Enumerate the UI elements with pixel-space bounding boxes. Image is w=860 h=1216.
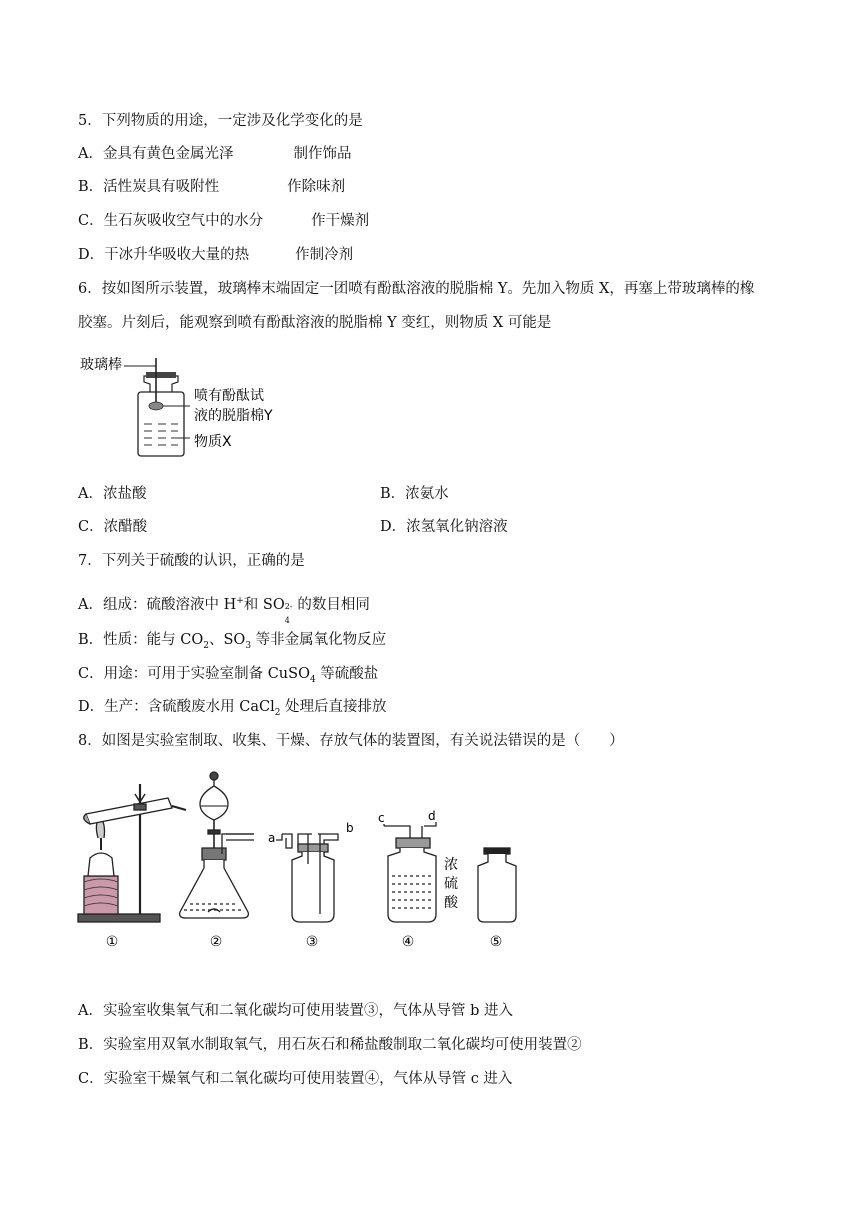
q5-stem: 5．下列物质的用途，一定涉及化学变化的是 — [78, 113, 363, 129]
apparatus-1-heating — [78, 784, 186, 922]
apparatus-3-bottle — [276, 834, 338, 922]
q8-option-a: A．实验室收集氧气和二氧化碳均可使用装置③，气体从导管 b 进入 — [78, 1003, 513, 1019]
label-substance-x: 物质X — [194, 434, 232, 450]
q7-option-b: B．性质：能与 $CO_2$、$SO_3$ 等非金属氧化物反应 — [78, 632, 387, 651]
q8-apparatus-figure — [76, 764, 536, 958]
q5-option-c: C．生石灰吸收空气中的水分 作干燥剂 — [78, 213, 370, 229]
acid-label-2: 硫 — [444, 876, 458, 892]
q8-option-c: C．实验室干燥氧气和二氧化碳均可使用装置④，气体从导管 c 进入 — [78, 1071, 513, 1087]
q6-stem-line1: 6．按如图所示装置，玻璃棒末端固定一团喷有酚酞溶液的脱脂棉 Y。先加入物质 X，再塞上带玻璃棒的橡 — [78, 281, 755, 297]
label-2: ② — [209, 934, 223, 950]
q6-apparatus-figure — [78, 352, 308, 466]
q8-stem: 8．如图是实验室制取、收集、干燥、存放气体的装置图，有关说法错误的是（ ） — [78, 733, 624, 749]
q7-option-a: A．组成：硫酸溶液中 H+和 SO 2- 4 的数目相同 — [78, 596, 370, 625]
q7-option-c: C．用途：可用于实验室制备 CuSO$_4$ 等硫酸盐 — [78, 666, 379, 685]
tube-b: b — [346, 821, 354, 835]
q6-option-d: D．浓氢氧化钠溶液 — [380, 519, 508, 535]
q8-option-b: B．实验室用双氧水制取氧气，用石灰石和稀盐酸制取二氧化碳均可使用装置② — [78, 1037, 582, 1053]
apparatus-2-flask — [180, 772, 254, 918]
q7-stem: 7．下列关于硫酸的认识，正确的是 — [78, 553, 305, 569]
acid-label-3: 酸 — [444, 895, 458, 911]
q6-option-a: A．浓盐酸 — [78, 486, 147, 502]
q6-stem-line2: 胶塞。片刻后，能观察到喷有酚酞溶液的脱脂棉 Y 变红，则物质 X 可能是 — [78, 315, 552, 331]
label-cotton-1: 喷有酚酞试 — [194, 388, 264, 404]
apparatus-4-drying — [384, 822, 436, 922]
q6-option-b: B．浓氨水 — [380, 486, 449, 502]
label-1: ① — [105, 934, 119, 950]
label-cotton-2: 液的脱脂棉Y — [194, 408, 273, 424]
apparatus-5-reagent-bottle — [478, 848, 516, 922]
q5-option-b: B．活性炭具有吸附性 作除味剂 — [78, 179, 346, 195]
tube-a: a — [268, 831, 276, 845]
label-3: ③ — [305, 934, 319, 950]
label-glass-rod: 玻璃棒 — [80, 357, 122, 373]
q5-option-a: A．金具有黄色金属光泽 制作饰品 — [78, 146, 352, 162]
tube-c: c — [378, 811, 385, 825]
acid-label-1: 浓 — [444, 857, 458, 873]
label-4: ④ — [401, 934, 415, 950]
q7-option-d: D．生产：含硫酸废水用 CaCl$_2$ 处理后直接排放 — [78, 699, 387, 718]
label-5: ⑤ — [489, 934, 503, 950]
tube-d: d — [428, 809, 436, 823]
q6-option-c: C．浓醋酸 — [78, 519, 148, 535]
q5-option-d: D．干冰升华吸收大量的热 作制冷剂 — [78, 247, 354, 263]
